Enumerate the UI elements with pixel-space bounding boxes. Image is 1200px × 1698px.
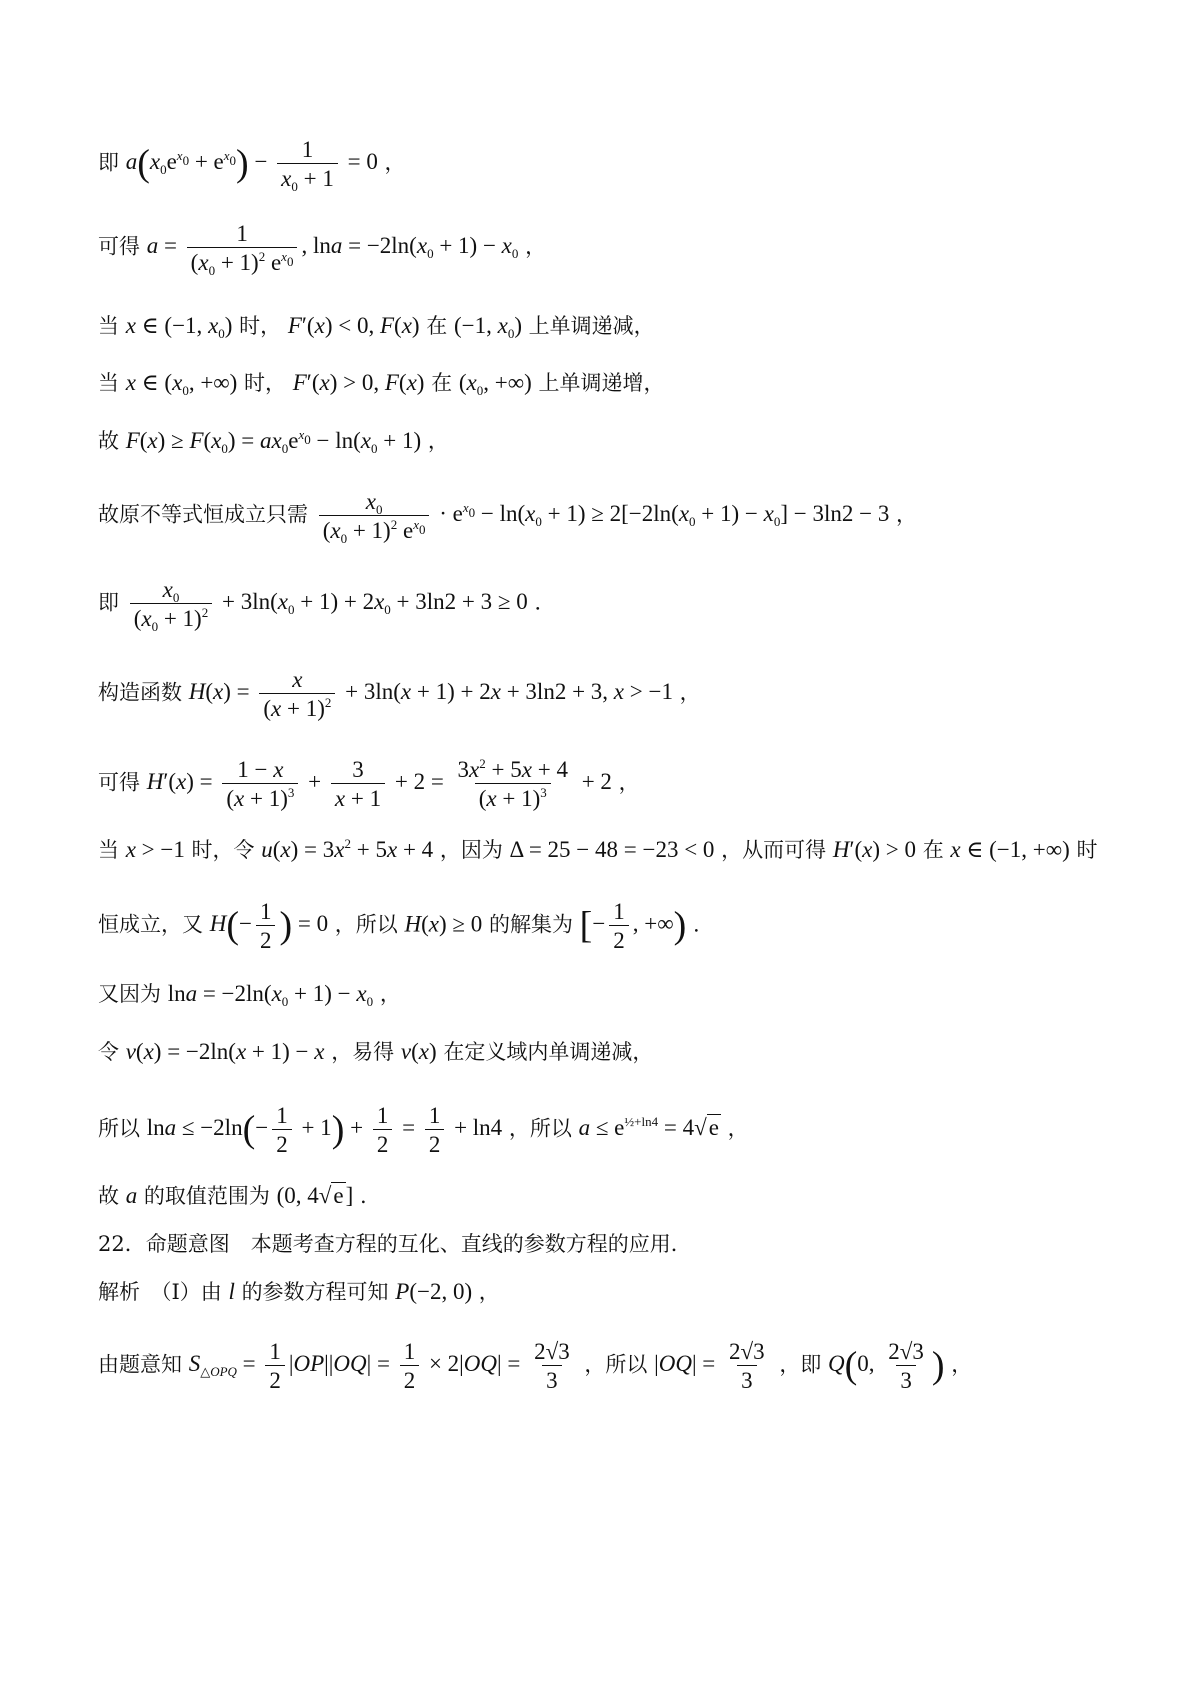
text: ，	[951, 1352, 973, 1377]
text: ，	[727, 1116, 749, 1141]
text: 可得	[98, 234, 140, 259]
text: 构造函数	[98, 680, 182, 705]
text: 在定义域内单调递减，	[443, 1040, 654, 1064]
equation: H(x) ≥ 0	[404, 911, 483, 937]
text: 解析 （Ⅰ）由	[98, 1280, 222, 1304]
text: 由题意知	[98, 1352, 182, 1377]
line-10	[98, 838, 1097, 861]
line-18	[98, 1340, 972, 1392]
line-12	[98, 981, 401, 1009]
text: ，	[896, 502, 918, 527]
text: 时，	[239, 314, 282, 338]
text: ，从而可得	[721, 838, 827, 862]
line-11	[98, 900, 700, 952]
text: ，	[618, 770, 640, 795]
equation: $a \le e^{\frac{1}{2}+ln4} = 4√e$	[578, 1114, 719, 1141]
equation: |OQ| = $\frac{2√3}{3}$	[654, 1339, 765, 1393]
text: 上单调递增，	[538, 371, 665, 395]
equation: H(x) = $\frac{x}{(x + 1)^2}$ + 3ln(x + 1) + 2x + 3ln2 + 3, x > −1	[188, 667, 673, 721]
text: 当	[98, 314, 119, 338]
text: ，因为	[439, 838, 503, 862]
line-13	[98, 1040, 653, 1063]
equation: x ∈ (−1, $x_0$)	[125, 313, 233, 341]
text: ，所以	[334, 912, 398, 937]
equation: l	[228, 1279, 235, 1304]
line-07	[98, 577, 556, 634]
equation: H′(x) = $\frac{1 - x}{(x + 1)^3}$ + $\frac{3}{x + 1}$ + 2 = $\frac{3x^2 + 5x + 4}{(x + 1)^3}$ + 2	[146, 756, 612, 811]
equation: lna ≤ −2ln(− $\frac{1}{2}$ + 1) + $\frac{1}{2}$ = $\frac{1}{2}$ + ln4	[146, 1103, 503, 1157]
text: 故原不等式恒成立只需	[98, 502, 308, 527]
equation: F′(x) < 0, F(x)	[287, 313, 420, 338]
text: ，所以	[584, 1352, 648, 1377]
equation: x ∈ ($x_0$, +∞)	[125, 370, 238, 398]
text: 时	[1076, 838, 1098, 862]
equation: P(−2, 0)	[395, 1279, 473, 1304]
text: 的参数方程可知	[241, 1280, 389, 1304]
equation: ($x_0$, +∞)	[458, 370, 532, 398]
equation: (−1, $x_0$)	[453, 313, 522, 341]
text: 的解集为	[488, 912, 573, 937]
equation: (0, 4√e]	[276, 1183, 354, 1208]
equation: Δ = 25 − 48 = −23 < 0	[509, 837, 715, 862]
text: 所以	[98, 1116, 140, 1141]
text: ，易得	[331, 1040, 395, 1064]
text: 时，令	[191, 838, 255, 862]
line-01	[98, 137, 406, 194]
equation: Q(0, $\frac{2√3}{3}$ )	[828, 1339, 945, 1393]
text: 上单调递减，	[528, 314, 655, 338]
equation: H(− $\frac{1}{2}$ ) = 0	[209, 899, 329, 953]
equation: a	[125, 1183, 138, 1208]
equation: F′(x) > 0, F(x)	[292, 370, 425, 395]
equation: x ∈ (−1, +∞)	[950, 837, 1070, 862]
line-06	[98, 489, 918, 546]
text: 当	[98, 838, 119, 862]
text: 22．命题意图 本题考查方程的互化、直线的参数方程的应用．	[98, 1232, 692, 1256]
text: ，	[384, 150, 406, 175]
line-15	[98, 1184, 367, 1207]
text: ．	[534, 590, 556, 615]
text: 的取值范围为	[143, 1184, 270, 1208]
text: ，	[679, 680, 701, 705]
equation: H′(x) > 0	[832, 837, 916, 862]
equation: x > −1	[125, 837, 185, 862]
equation: v(x) = −2ln(x + 1) − x	[125, 1039, 325, 1064]
text: .	[359, 1184, 367, 1208]
line-08	[98, 668, 701, 720]
text: 在	[922, 838, 944, 862]
line-09	[98, 758, 640, 810]
text: ，	[427, 429, 449, 453]
text: 故	[98, 429, 119, 453]
equation: $\frac{x_0}{(x_0 + 1)^2 e^{x_0}}$ · $e^{x_0} - \ln(x_0 + 1) \ge 2[-2\ln(x_0 + 1) - x_0] - 3\ln 2 - 3$	[315, 501, 890, 526]
text: .	[693, 912, 700, 937]
text: 又因为	[98, 982, 161, 1006]
text: ，	[525, 234, 547, 259]
line-02	[98, 221, 547, 278]
text: 故	[98, 1184, 119, 1208]
text: 即	[98, 150, 119, 175]
text: 在	[431, 371, 453, 395]
line-16	[98, 1234, 692, 1255]
equation: $S_{\triangle OPQ}$ = $\frac{1}{2}$ |OP||OQ| = $\frac{1}{2}$ × 2|OQ| = $\frac{2√3}{3}$	[188, 1339, 570, 1393]
equation: $\ln a = -2\ln(x_0 + 1) - x_0$	[167, 981, 374, 1009]
equation: v(x)	[400, 1039, 437, 1064]
text: ，即	[779, 1352, 822, 1377]
text: 即	[98, 590, 119, 615]
line-03	[98, 313, 655, 341]
equation: [− $\frac{1}{2}$ , +∞)	[579, 899, 687, 953]
text: 在	[426, 314, 448, 338]
line-14	[98, 1104, 749, 1156]
text: ，	[478, 1280, 500, 1304]
line-05	[98, 427, 449, 456]
text: 可得	[98, 770, 140, 795]
equation: $\frac{x_0}{(x_0 + 1)^2}$ + $3\ln(x_0 + 1) + 2x_0 + 3\ln 2 + 3 \ge 0$	[126, 589, 528, 614]
text: 令	[98, 1040, 119, 1064]
text: ，所以	[508, 1116, 572, 1141]
text: ，	[379, 982, 401, 1006]
equation: a = $\frac{1}{(x_0 + 1)^2 e^{x_0}}$ , $\ln a = -2\ln(x_0 + 1) - x_0$	[146, 221, 519, 278]
line-17	[98, 1280, 500, 1303]
equation: $u(x) = 3x^2 + 5x + 4$	[261, 836, 434, 862]
text: 时，	[244, 371, 287, 395]
line-04	[98, 370, 665, 398]
equation: $F(x) \ge F(x_0) = ax_0e^{x_0} - \ln(x_0 + 1)$	[125, 427, 422, 456]
text: 当	[98, 371, 119, 395]
text: 恒成立，又	[98, 912, 203, 937]
equation: $a(x_0e^{x_0} + e^{x_0})$ − $\frac{1}{x_0 + 1}$ = 0	[125, 137, 378, 194]
